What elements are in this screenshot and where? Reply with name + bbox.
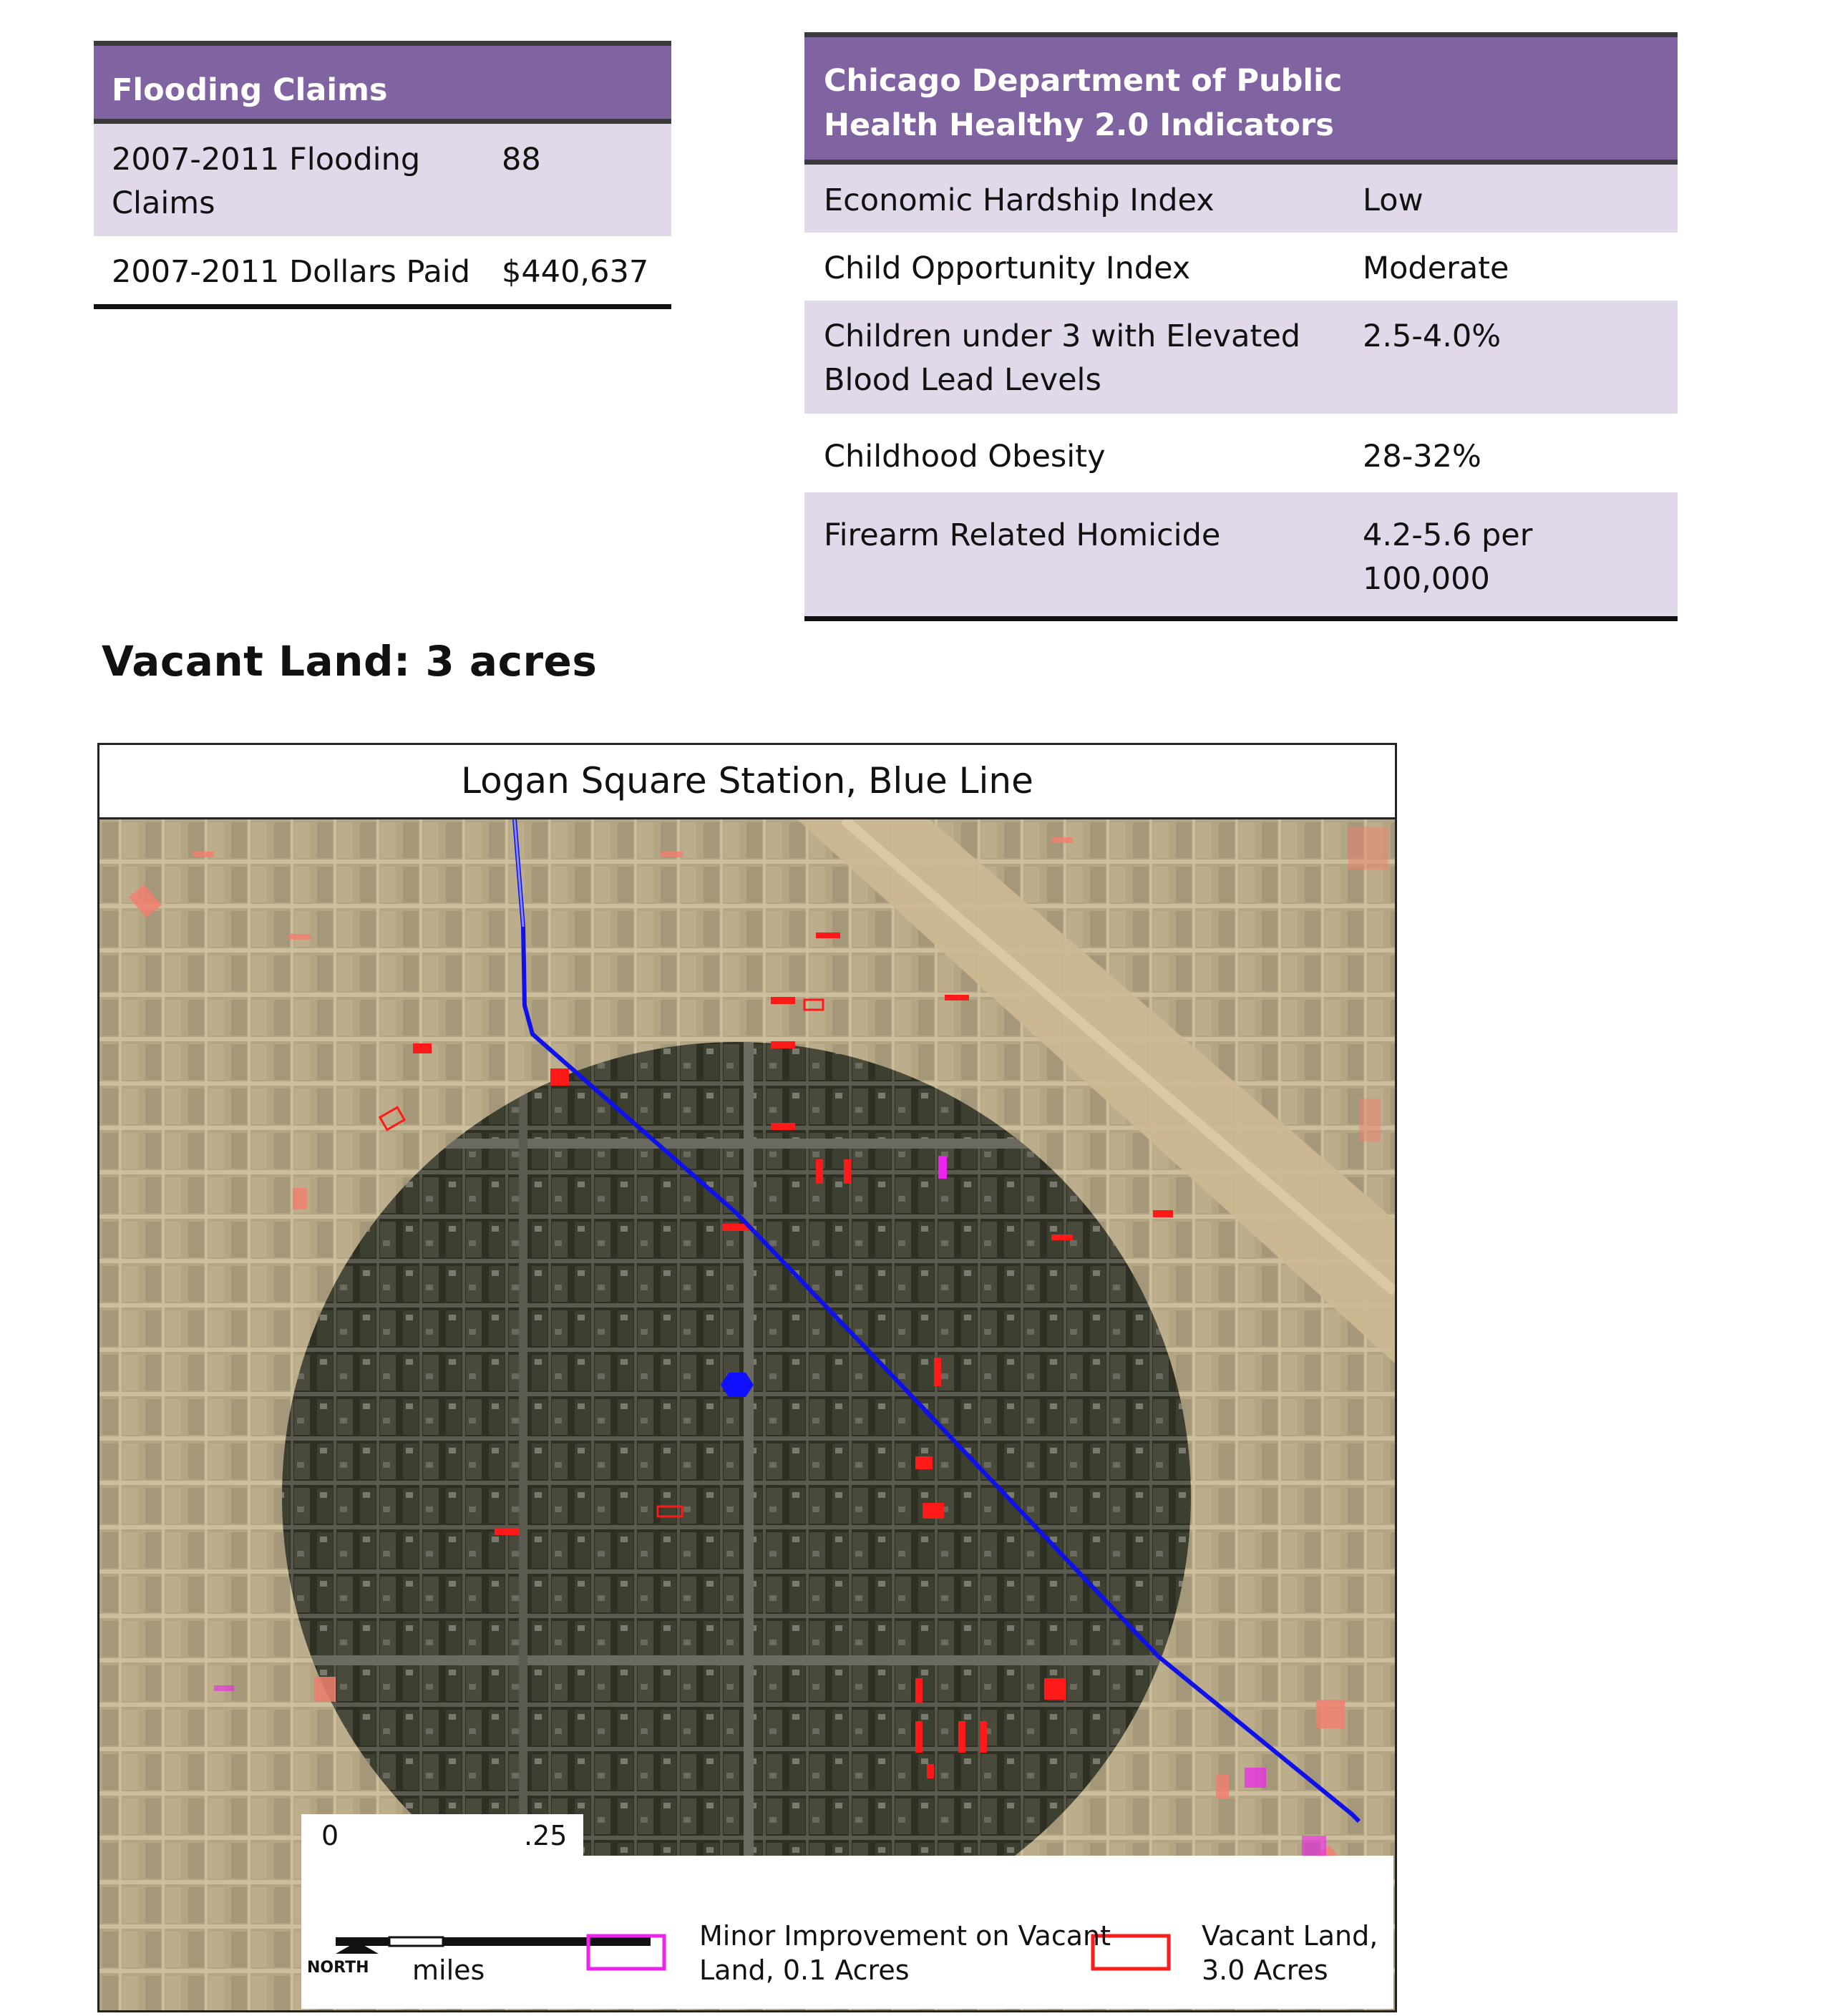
row-value: 28-32% bbox=[1363, 439, 1481, 474]
row-value: Moderate bbox=[1363, 250, 1509, 286]
health-indicators-header: Chicago Department of Public Health Healthy 2.0 Indicators bbox=[804, 37, 1678, 165]
table-row bbox=[94, 124, 671, 236]
flooding-claims-header: Flooding Claims bbox=[94, 46, 671, 124]
legend-vacant-label: Vacant Land, 3.0 Acres bbox=[1202, 1920, 1378, 1986]
scale-zero-label: 0 bbox=[321, 1820, 339, 1851]
north-label: NORTH bbox=[307, 1959, 369, 1977]
table-row bbox=[804, 233, 1678, 301]
health-indicators-table bbox=[804, 32, 1678, 621]
scale-unit-label: miles bbox=[412, 1954, 485, 1986]
table-row bbox=[804, 165, 1678, 233]
legend-minor-label: Minor Improvement on Vacant Land, 0.1 Acres bbox=[699, 1920, 1111, 1986]
row-value: $440,637 bbox=[502, 254, 649, 290]
row-label: Childhood Obesity bbox=[824, 439, 1106, 474]
vacant-land-title: Vacant Land: 3 acres bbox=[102, 637, 598, 686]
row-label: 2007-2011 Flooding Claims bbox=[112, 142, 421, 221]
row-label: 2007-2011 Dollars Paid bbox=[112, 254, 471, 290]
station-map bbox=[97, 743, 1397, 2012]
table-row bbox=[94, 236, 671, 304]
row-label: Child Opportunity Index bbox=[824, 250, 1191, 286]
scale-end-label: .25 bbox=[524, 1820, 568, 1851]
flooding-claims-table bbox=[94, 41, 671, 309]
row-label: Children under 3 with Elevated Blood Lead Levels bbox=[824, 318, 1301, 398]
row-value: Low bbox=[1363, 182, 1424, 218]
row-label: Economic Hardship Index bbox=[824, 182, 1215, 218]
map-title: Logan Square Station, Blue Line bbox=[99, 745, 1395, 819]
table-row bbox=[804, 492, 1678, 616]
row-value: 4.2-5.6 per 100,000 bbox=[1363, 517, 1533, 597]
table-row bbox=[804, 301, 1678, 414]
table-row bbox=[804, 414, 1678, 492]
row-label: Firearm Related Homicide bbox=[824, 517, 1221, 553]
map-canvas bbox=[99, 819, 1395, 2010]
row-value: 88 bbox=[502, 142, 541, 177]
row-value: 2.5-4.0% bbox=[1363, 318, 1502, 354]
